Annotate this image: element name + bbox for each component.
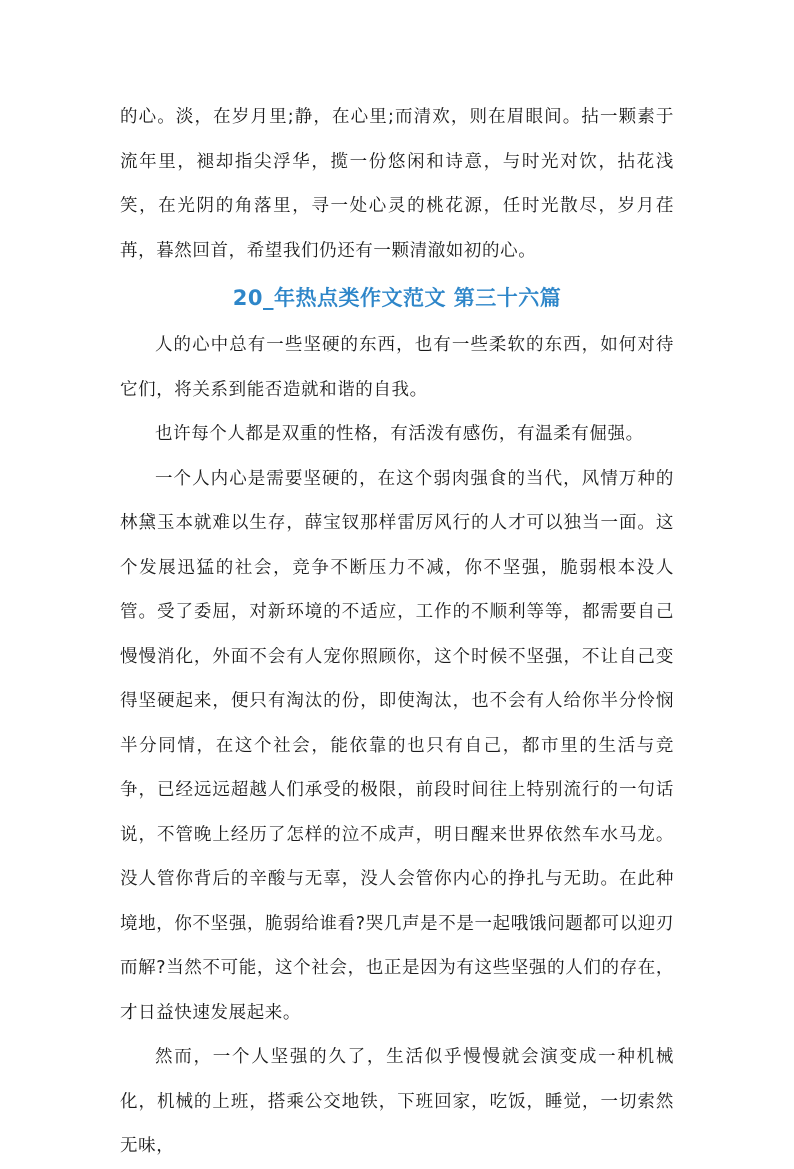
paragraph-2: 也许每个人都是双重的性格，有活泼有感伤，有温柔有倔强。: [155, 424, 644, 444]
intro-paragraph: 的心。淡，在岁月里;静，在心里;而清欢，则在眉眼间。拈一颗素于流年里，褪却指尖浮华，揽一份悠闲和诗意，与时光对饮，拈花浅笑，在光阴的角落里，寻一处心灵的桃花源，任时光散尽，岁月荏苒，暮然回首，希望我们仍还有一颗清澈如初的心。: [120, 107, 674, 261]
paragraph-3: 一个人内心是需要坚硬的，在这个弱肉强食的当代，风情万种的林黛玉本就难以生存，薛宝钗那样雷厉风行的人才可以独当一面。这个发展迅猛的社会，竞争不断压力不减，你不坚强，脆弱根本没人管。受了委屈，对新环境的不适应，工作的不顺利等等，都需要自己慢慢消化，外面不会有人宠你照顾你，这个时候不坚强，不让自己变得坚硬起来，便只有淘汰的份，即使淘汰，也不会有人给你半分怜悯半分同情，在这个社会，能依靠的也只有自己，都市里的生活与竞争，已经远远超越人们承受的极限，前段时间往上特别流行的一句话说，不管晚上经历了怎样的泣不成声，明日醒来世界依然车水马龙。没人管你背后的辛酸与无辜，没人会管你内心的挣扎与无助。在此种境地，你不坚强，脆弱给谁看?哭几声是不是一起哦饿问题都可以迎刃而解?当然不可能，这个社会，也正是因为有这些坚强的人们的存在，才日益快速发展起来。: [120, 468, 674, 1023]
document-body: [120, 95, 674, 1169]
section-heading: 20_年热点类作文范文 第三十六篇: [232, 286, 562, 310]
paragraph-4: 然而，一个人坚强的久了，生活似乎慢慢就会演变成一种机械化，机械的上班，搭乘公交地铁，下班回家，吃饭，睡觉，一切索然无味，: [120, 1047, 674, 1156]
paragraph-1: 人的心中总有一些坚硬的东西，也有一些柔软的东西，如何对待它们，将关系到能否造就和谐的自我。: [120, 335, 674, 400]
